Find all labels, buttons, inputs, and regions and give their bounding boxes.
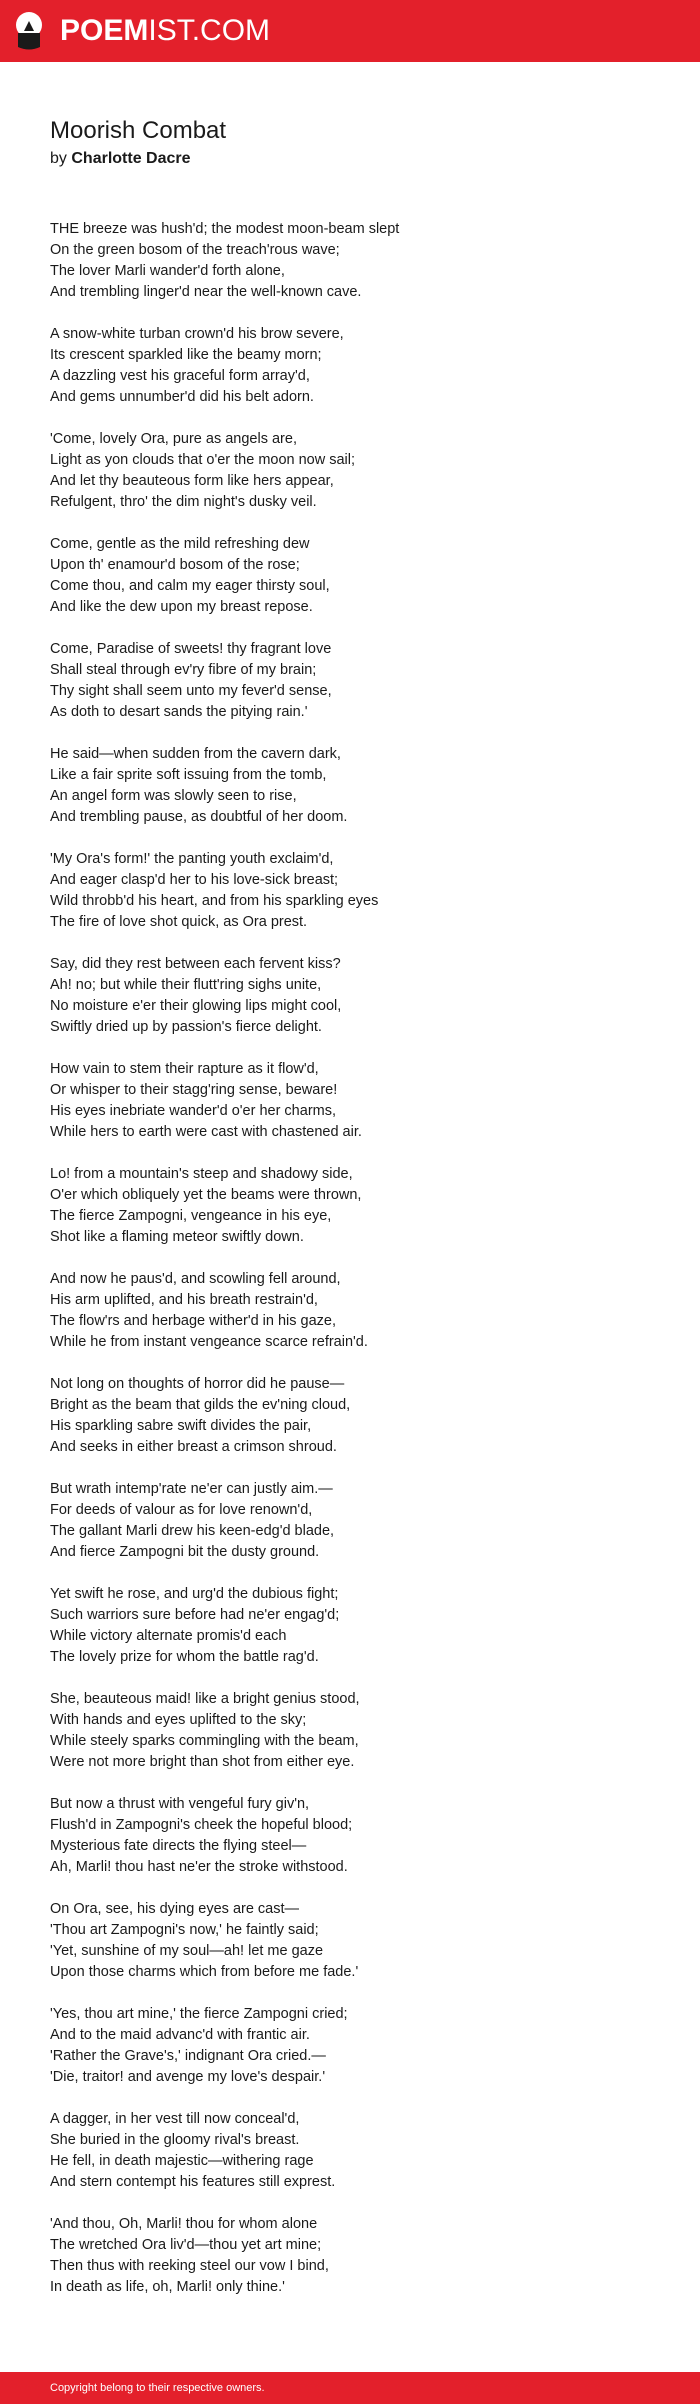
poem-line: While he from instant vengeance scarce refrain'd. bbox=[50, 1334, 368, 1350]
poem-line: Like a fair sprite soft issuing from the tomb, bbox=[50, 767, 327, 783]
poem-line: Then thus with reeking steel our vow I bind, bbox=[50, 2258, 329, 2274]
poem-line: 'Yet, sunshine of my soul—ah! let me gaze bbox=[50, 1943, 324, 1959]
poem-line: And to the maid advanc'd with frantic air. bbox=[50, 2027, 310, 2043]
poem-line: On Ora, see, his dying eyes are cast— bbox=[50, 1901, 300, 1917]
poem-line: The lover Marli wander'd forth alone, bbox=[50, 263, 285, 279]
poem-line: While steely sparks commingling with the beam, bbox=[50, 1733, 359, 1749]
poem-line: Come, Paradise of sweets! thy fragrant love bbox=[50, 641, 332, 657]
poem-line: While victory alternate promis'd each bbox=[50, 1628, 287, 1644]
poem-line: Thy sight shall seem unto my fever'd sense, bbox=[50, 683, 332, 699]
poem-line: 'Yes, thou art mine,' the fierce Zampogni cried; bbox=[50, 2006, 348, 2022]
poem-line: 'Rather the Grave's,' indignant Ora cried.— bbox=[50, 2048, 326, 2064]
poem-line: An angel form was slowly seen to rise, bbox=[50, 788, 297, 804]
poem-line: And let thy beauteous form like hers appear, bbox=[50, 473, 334, 489]
poem-line: The flow'rs and herbage wither'd in his gaze, bbox=[50, 1313, 337, 1329]
poem-line: Or whisper to their stagg'ring sense, beware! bbox=[50, 1082, 338, 1098]
poem-line: And stern contempt his features still exprest. bbox=[50, 2174, 336, 2190]
poem-line: He said—when sudden from the cavern dark, bbox=[50, 746, 341, 762]
poem-line: Such warriors sure before had ne'er engag'd; bbox=[50, 1607, 340, 1623]
stanza bbox=[50, 324, 670, 408]
poem-line: And trembling linger'd near the well-known cave. bbox=[50, 284, 362, 300]
poem-line: While hers to earth were cast with chastened air. bbox=[50, 1124, 362, 1140]
stanza bbox=[50, 1374, 670, 1458]
poem-line: But wrath intemp'rate ne'er can justly aim.— bbox=[50, 1481, 333, 1497]
stanza bbox=[50, 1269, 670, 1353]
stanza bbox=[50, 1584, 670, 1668]
poem-line: And trembling pause, as doubtful of her doom. bbox=[50, 809, 348, 825]
poem-line: For deeds of valour as for love renown'd, bbox=[50, 1502, 313, 1518]
poem-body bbox=[50, 219, 670, 2319]
poem-line: 'My Ora's form!' the panting youth exclaim'd, bbox=[50, 851, 334, 867]
poem-line: A dazzling vest his graceful form array'd, bbox=[50, 368, 310, 384]
stanza bbox=[50, 1689, 670, 1773]
byline bbox=[50, 148, 191, 170]
poem-line: And now he paus'd, and scowling fell around, bbox=[50, 1271, 341, 1287]
poem-line: Shall steal through ev'ry fibre of my brain; bbox=[50, 662, 317, 678]
poem-line: Flush'd in Zampogni's cheek the hopeful blood; bbox=[50, 1817, 353, 1833]
poem-line: Upon th' enamour'd bosom of the rose; bbox=[50, 557, 300, 573]
poem-line: Come, gentle as the mild refreshing dew bbox=[50, 536, 310, 552]
poem-line: The gallant Marli drew his keen-edg'd blade, bbox=[50, 1523, 335, 1539]
poem-line: Say, did they rest between each fervent kiss? bbox=[50, 956, 341, 972]
poem-line: Refulgent, thro' the dim night's dusky veil. bbox=[50, 494, 317, 510]
stanza bbox=[50, 1164, 670, 1248]
poem-line: A dagger, in her vest till now conceal'd, bbox=[50, 2111, 300, 2127]
stanza bbox=[50, 954, 670, 1038]
site-footer bbox=[0, 2372, 700, 2404]
poem-line: And like the dew upon my breast repose. bbox=[50, 599, 313, 615]
stanza bbox=[50, 1794, 670, 1878]
stanza bbox=[50, 849, 670, 933]
poem-line: His arm uplifted, and his breath restrain'd, bbox=[50, 1292, 318, 1308]
poem-line: She buried in the gloomy rival's breast. bbox=[50, 2132, 300, 2148]
poem-line: How vain to stem their rapture as it flow'd, bbox=[50, 1061, 319, 1077]
poem-line: The wretched Ora liv'd—thou yet art mine; bbox=[50, 2237, 322, 2253]
poem-line: As doth to desart sands the pitying rain.' bbox=[50, 704, 308, 720]
stanza bbox=[50, 1899, 670, 1983]
poem-line: And fierce Zampogni bit the dusty ground. bbox=[50, 1544, 320, 1560]
poem-line: Bright as the beam that gilds the ev'ning cloud, bbox=[50, 1397, 351, 1413]
poem-line: She, beauteous maid! like a bright genius stood, bbox=[50, 1691, 360, 1707]
stanza bbox=[50, 534, 670, 618]
poem-line: The fierce Zampogni, vengeance in his eye, bbox=[50, 1208, 332, 1224]
stanza bbox=[50, 2214, 670, 2298]
stanza bbox=[50, 1479, 670, 1563]
poem-title: Moorish Combat bbox=[50, 117, 227, 144]
poem-line: 'And thou, Oh, Marli! thou for whom alone bbox=[50, 2216, 318, 2232]
poem-line: 'Come, lovely Ora, pure as angels are, bbox=[50, 431, 297, 447]
poem-line: In death as life, oh, Marli! only thine.' bbox=[50, 2279, 285, 2295]
poem-line: Were not more bright than shot from either eye. bbox=[50, 1754, 355, 1770]
poem-line: 'Die, traitor! and avenge my love's despair.' bbox=[50, 2069, 326, 2085]
poem-line: Ah! no; but while their flutt'ring sighs unite, bbox=[50, 977, 322, 993]
site-header bbox=[0, 0, 700, 62]
stanza bbox=[50, 429, 670, 513]
poem-line: O'er which obliquely yet the beams were thrown, bbox=[50, 1187, 362, 1203]
poem-line: Mysterious fate directs the flying steel— bbox=[50, 1838, 307, 1854]
poem-line: Upon those charms which from before me fade.' bbox=[50, 1964, 359, 1980]
poem-line: Ah, Marli! thou hast ne'er the stroke withstood. bbox=[50, 1859, 348, 1875]
stanza bbox=[50, 1059, 670, 1143]
stanza bbox=[50, 744, 670, 828]
poem-line: Swiftly dried up by passion's fierce delight. bbox=[50, 1019, 322, 1035]
poem-line: Come thou, and calm my eager thirsty soul, bbox=[50, 578, 330, 594]
poem-line: THE breeze was hush'd; the modest moon-beam slept bbox=[50, 221, 400, 237]
by-label: by bbox=[50, 150, 67, 167]
poem-line: The fire of love shot quick, as Ora prest. bbox=[50, 914, 308, 930]
poem-line: Shot like a flaming meteor swiftly down. bbox=[50, 1229, 304, 1245]
poem-line: And seeks in either breast a crimson shroud. bbox=[50, 1439, 337, 1455]
author-name[interactable]: Charlotte Dacre bbox=[71, 150, 191, 167]
poem-line: Not long on thoughts of horror did he pause— bbox=[50, 1376, 345, 1392]
poem-line: Wild throbb'd his heart, and from his sparkling eyes bbox=[50, 893, 379, 909]
poem-line: His sparkling sabre swift divides the pair, bbox=[50, 1418, 312, 1434]
stanza bbox=[50, 2109, 670, 2193]
logo-light-text: IST.COM bbox=[148, 14, 271, 47]
site-logo[interactable] bbox=[60, 12, 270, 50]
poem-line: Lo! from a mountain's steep and shadowy side, bbox=[50, 1166, 353, 1182]
poem-line: And eager clasp'd her to his love-sick breast; bbox=[50, 872, 339, 888]
poem-line: With hands and eyes uplifted to the sky; bbox=[50, 1712, 307, 1728]
copyright-text: Copyright belong to their respective owners. bbox=[50, 2382, 265, 2394]
poem-line: On the green bosom of the treach'rous wave; bbox=[50, 242, 340, 258]
poem-line: His eyes inebriate wander'd o'er her charms, bbox=[50, 1103, 336, 1119]
poem-line: Yet swift he rose, and urg'd the dubious fight; bbox=[50, 1586, 339, 1602]
stanza bbox=[50, 2004, 670, 2088]
stanza bbox=[50, 219, 670, 303]
logo-bold-text: POEM bbox=[60, 14, 149, 47]
poem-line: The lovely prize for whom the battle rag'd. bbox=[50, 1649, 319, 1665]
poem-line: 'Thou art Zampogni's now,' he faintly said; bbox=[50, 1922, 319, 1938]
poem-line: Its crescent sparkled like the beamy morn; bbox=[50, 347, 322, 363]
stanza bbox=[50, 639, 670, 723]
pen-nib-logo-icon[interactable] bbox=[16, 12, 42, 50]
poem-line: A snow-white turban crown'd his brow severe, bbox=[50, 326, 344, 342]
poem-line: But now a thrust with vengeful fury giv'n, bbox=[50, 1796, 310, 1812]
poem-line: He fell, in death majestic—withering rage bbox=[50, 2153, 314, 2169]
poem-line: No moisture e'er their glowing lips might cool, bbox=[50, 998, 342, 1014]
poem-line: And gems unnumber'd did his belt adorn. bbox=[50, 389, 314, 405]
poem-line: Light as yon clouds that o'er the moon now sail; bbox=[50, 452, 356, 468]
